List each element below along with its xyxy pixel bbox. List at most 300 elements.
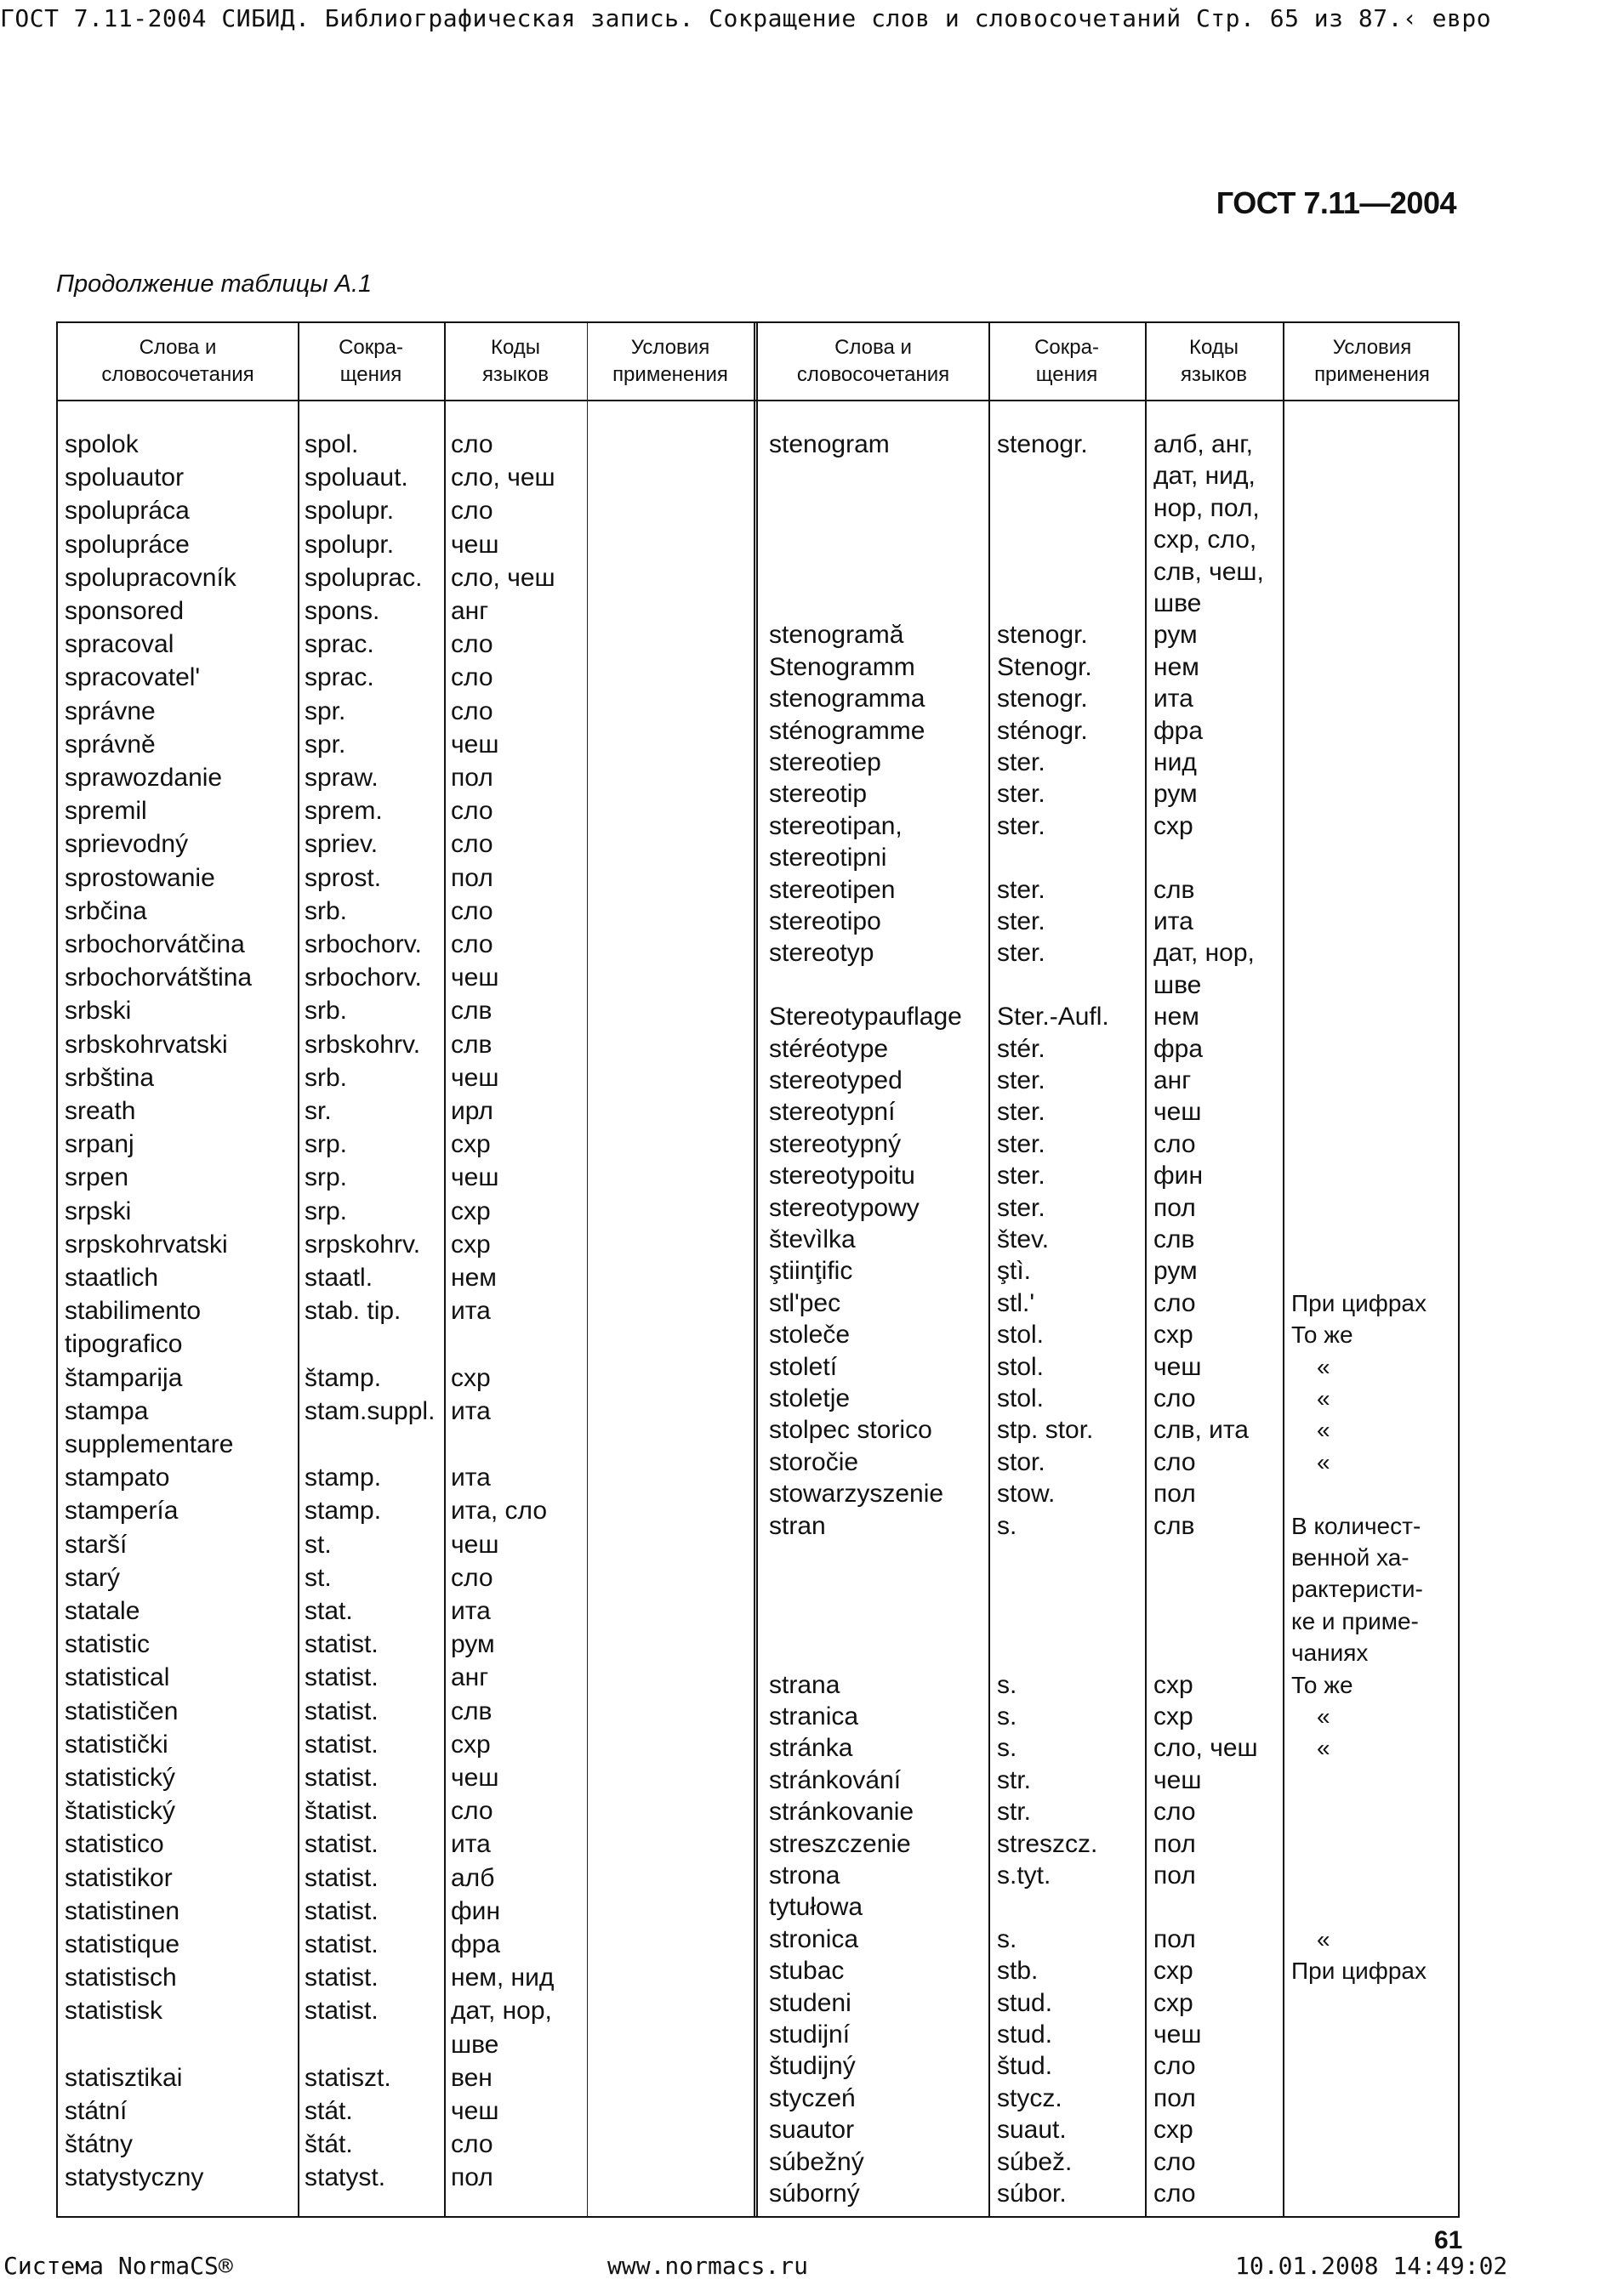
- word-cell: starý: [65, 1563, 121, 1592]
- language-code-cell: ита: [451, 1396, 491, 1425]
- language-code-cell: сло: [1153, 2147, 1196, 2176]
- column-divider: [298, 323, 299, 2216]
- condition-cell: «: [1317, 1703, 1330, 1730]
- abbreviation-cell: ster.: [997, 1066, 1045, 1094]
- abbreviation-cell: statist.: [305, 1830, 379, 1859]
- language-code-cell: нор, пол,: [1153, 493, 1260, 522]
- abbreviation-cell: stamp.: [305, 1463, 382, 1492]
- language-code-cell: сло: [1153, 1384, 1196, 1412]
- word-cell: statisztikai: [65, 2063, 183, 2092]
- abbreviation-cell: ster.: [997, 811, 1045, 840]
- word-cell: stubac: [769, 1957, 845, 1986]
- language-code-cell: пол: [1153, 1193, 1196, 1222]
- word-cell: sprievodný: [65, 830, 189, 859]
- language-code-cell: чеш: [451, 963, 499, 992]
- language-code-cell: сло: [451, 497, 493, 526]
- abbreviation-cell: Ster.-Aufl.: [997, 1003, 1109, 1031]
- language-code-cell: сло, чеш: [451, 463, 555, 492]
- word-cell: spolupráce: [65, 530, 190, 559]
- word-cell: števìlka: [769, 1225, 856, 1253]
- abbreviation-cell: sr.: [305, 1097, 332, 1125]
- footer-timestamp: 10.01.2008 14:49:02: [1235, 2252, 1508, 2280]
- word-cell: štamparija: [65, 1363, 183, 1392]
- language-code-cell: пол: [451, 863, 493, 892]
- word-cell: srbochorvátčina: [65, 930, 245, 958]
- column-header: Коды языков: [481, 336, 550, 386]
- word-cell: srpskohrvatski: [65, 1230, 228, 1259]
- language-code-cell: сло: [451, 2130, 493, 2159]
- language-code-cell: сло: [451, 696, 493, 725]
- abbreviation-cell: str.: [997, 1798, 1032, 1827]
- abbreviation-cell: ster.: [997, 1193, 1045, 1222]
- word-cell: studeni: [769, 1988, 851, 2017]
- abbreviation-cell: stor.: [997, 1447, 1045, 1476]
- abbreviation-cell: stenogr.: [997, 430, 1088, 458]
- word-cell: stereotiep: [769, 748, 881, 776]
- abbreviation-cell: stol.: [997, 1321, 1045, 1350]
- language-code-cell: схр: [451, 1363, 491, 1392]
- condition-cell: То же: [1291, 1671, 1353, 1698]
- word-cell: súbežný: [769, 2147, 864, 2176]
- column-divider: [1145, 323, 1147, 2216]
- language-code-cell: алб, анг,: [1153, 430, 1253, 458]
- language-code-cell: сло: [451, 830, 493, 859]
- language-code-cell: ита: [1153, 907, 1193, 935]
- language-code-cell: ита: [451, 1830, 491, 1859]
- word-cell: spoluautor: [65, 463, 185, 492]
- language-code-cell: чеш: [1153, 1765, 1202, 1794]
- language-code-cell: чеш: [451, 530, 499, 559]
- abbreviation-cell: štev.: [997, 1225, 1050, 1253]
- language-code-cell: схр, сло,: [1153, 526, 1257, 554]
- language-code-cell: вен: [451, 2063, 493, 2092]
- word-cell: streszczenie: [769, 1829, 911, 1858]
- condition-cell: «: [1317, 1735, 1330, 1762]
- condition-cell: «: [1317, 1417, 1330, 1444]
- word-cell: stenogramma: [769, 685, 925, 713]
- abbreviation-cell: statist.: [305, 1964, 379, 1992]
- condition-cell: «: [1317, 1353, 1330, 1380]
- word-cell: spolupracovník: [65, 563, 236, 592]
- column-header: Слова и словосочетания: [796, 336, 950, 386]
- abbreviation-cell: ster.: [997, 1098, 1045, 1127]
- word-cell: ştiinţific: [769, 1257, 853, 1286]
- column-divider: [988, 323, 990, 2216]
- abbreviation-cell: ster.: [997, 1129, 1045, 1158]
- abbreviation-cell: staatl.: [305, 1264, 373, 1292]
- language-code-cell: рум: [1153, 621, 1198, 650]
- language-code-cell: схр: [1153, 1670, 1193, 1699]
- language-code-cell: сло: [451, 1563, 493, 1592]
- abbreviation-cell: sprac.: [305, 663, 374, 692]
- abbreviation-table: [56, 321, 1460, 2218]
- language-code-cell: пол: [1153, 1829, 1196, 1858]
- language-code-cell: сло: [1153, 2052, 1196, 2081]
- abbreviation-cell: spoluaut.: [305, 463, 408, 492]
- language-code-cell: схр: [1153, 1957, 1193, 1986]
- language-code-cell: слв: [1153, 1225, 1195, 1253]
- abbreviation-cell: stol.: [997, 1352, 1045, 1381]
- language-code-cell: чеш: [451, 2097, 499, 2125]
- abbreviation-cell: stl.': [997, 1288, 1035, 1317]
- word-cell: stereotyped: [769, 1066, 903, 1094]
- condition-cell: чаниях: [1291, 1640, 1369, 1667]
- abbreviation-cell: srp.: [305, 1130, 348, 1159]
- word-cell: stampería: [65, 1497, 179, 1526]
- word-cell: stowarzyszenie: [769, 1480, 944, 1509]
- word-cell: srbochorvátština: [65, 963, 253, 992]
- word-cell: stereotipni: [769, 844, 887, 872]
- abbreviation-cell: srbskohrv.: [305, 1030, 421, 1059]
- abbreviation-cell: spoluprac.: [305, 563, 423, 592]
- column-divider: [587, 323, 588, 2216]
- language-code-cell: рум: [1153, 1257, 1198, 1286]
- abbreviation-cell: stamp.: [305, 1497, 382, 1526]
- abbreviation-cell: spolupr.: [305, 530, 395, 559]
- word-cell: srpski: [65, 1196, 132, 1225]
- language-code-cell: фра: [1153, 1034, 1204, 1063]
- abbreviation-cell: spolupr.: [305, 497, 395, 526]
- abbreviation-cell: stát.: [305, 2097, 353, 2125]
- column-divider-double: [754, 323, 758, 2216]
- language-code-cell: фра: [1153, 716, 1204, 745]
- word-cell: statističen: [65, 1696, 179, 1725]
- abbreviation-cell: spr.: [305, 730, 346, 759]
- language-code-cell: сло, чеш: [1153, 1734, 1258, 1763]
- word-cell: století: [769, 1352, 838, 1381]
- word-cell: statistico: [65, 1830, 164, 1859]
- abbreviation-cell: ster.: [997, 748, 1045, 776]
- abbreviation-cell: stat.: [305, 1597, 353, 1625]
- abbreviation-cell: statist.: [305, 1730, 379, 1759]
- footer-url[interactable]: www.normacs.ru: [607, 2252, 809, 2280]
- condition-cell: То же: [1291, 1321, 1353, 1349]
- abbreviation-cell: stud.: [997, 1988, 1053, 2017]
- word-cell: sreath: [65, 1097, 136, 1125]
- language-code-cell: схр: [451, 1230, 491, 1259]
- language-code-cell: ита: [451, 1297, 491, 1326]
- abbreviation-cell: stab. tip.: [305, 1297, 401, 1326]
- word-cell: štatistický: [65, 1797, 176, 1826]
- footer-bar: [0, 2245, 1623, 2287]
- word-cell: storočie: [769, 1447, 859, 1476]
- language-code-cell: слв: [451, 997, 493, 1026]
- word-cell: stereotipo: [769, 907, 881, 935]
- abbreviation-cell: statist.: [305, 1997, 379, 2026]
- abbreviation-cell: štamp.: [305, 1363, 382, 1392]
- column-header: Сокра- щения: [1034, 336, 1099, 386]
- abbreviation-cell: štát.: [305, 2130, 353, 2159]
- word-cell: stenogram: [769, 430, 890, 458]
- language-code-cell: сло: [451, 663, 493, 692]
- language-code-cell: сло: [1153, 1288, 1196, 1317]
- abbreviation-cell: statist.: [305, 1630, 379, 1659]
- language-code-cell: пол: [1153, 2083, 1196, 2112]
- language-code-cell: нем, нид: [451, 1964, 555, 1992]
- word-cell: statale: [65, 1597, 140, 1625]
- language-code-cell: чеш: [451, 1063, 499, 1092]
- word-cell: správně: [65, 730, 156, 759]
- abbreviation-cell: stb.: [997, 1957, 1039, 1986]
- word-cell: sprawozdanie: [65, 764, 223, 792]
- word-cell: stronica: [769, 1924, 859, 1953]
- language-code-cell: слв: [451, 1030, 493, 1059]
- language-code-cell: сло: [1153, 2179, 1196, 2208]
- word-cell: stoleče: [769, 1321, 851, 1350]
- language-code-cell: чеш: [1153, 1352, 1202, 1381]
- column-header: Коды языков: [1180, 336, 1248, 386]
- language-code-cell: пол: [1153, 1480, 1196, 1509]
- language-code-cell: чеш: [451, 1163, 499, 1192]
- abbreviation-cell: Stenogr.: [997, 652, 1092, 681]
- abbreviation-cell: s.tyt.: [997, 1861, 1051, 1890]
- column-divider: [444, 323, 446, 2216]
- word-cell: statistikor: [65, 1863, 173, 1892]
- language-code-cell: чеш: [451, 1764, 499, 1792]
- condition-cell: В количест-: [1291, 1512, 1421, 1539]
- language-code-cell: пол: [1153, 1924, 1196, 1953]
- language-code-cell: чеш: [451, 730, 499, 759]
- word-cell: tytułowa: [769, 1893, 863, 1922]
- abbreviation-cell: stud.: [997, 2020, 1053, 2049]
- abbreviation-cell: statist.: [305, 1863, 379, 1892]
- word-cell: stereotipen: [769, 875, 896, 904]
- word-cell: strana: [769, 1670, 840, 1699]
- abbreviation-cell: s.: [997, 1702, 1017, 1731]
- abbreviation-cell: statist.: [305, 1930, 379, 1958]
- language-code-cell: ита: [451, 1463, 491, 1492]
- abbreviation-cell: súbež.: [997, 2147, 1073, 2176]
- language-code-cell: ита, сло: [451, 1497, 548, 1526]
- abbreviation-cell: statiszt.: [305, 2063, 391, 2092]
- word-cell: stéréotype: [769, 1034, 889, 1063]
- word-cell: stereotipan,: [769, 811, 903, 840]
- word-cell: spremil: [65, 797, 147, 826]
- abbreviation-cell: str.: [997, 1765, 1032, 1794]
- abbreviation-cell: ster.: [997, 780, 1045, 809]
- word-cell: statistisk: [65, 1997, 163, 2026]
- language-code-cell: схр: [1153, 1321, 1193, 1350]
- word-cell: stereotypní: [769, 1098, 896, 1127]
- abbreviation-cell: streszcz.: [997, 1829, 1098, 1858]
- language-code-cell: сло: [451, 797, 493, 826]
- abbreviation-cell: štatist.: [305, 1797, 379, 1826]
- word-cell: štátny: [65, 2130, 134, 2159]
- word-cell: stranica: [769, 1702, 859, 1731]
- language-code-cell: сло: [1153, 1798, 1196, 1827]
- word-cell: stereotyp: [769, 939, 874, 968]
- language-code-cell: анг: [451, 1663, 489, 1692]
- language-code-cell: схр: [1153, 2116, 1193, 2145]
- abbreviation-cell: stenogr.: [997, 621, 1088, 650]
- word-cell: spolupráca: [65, 497, 190, 526]
- page-number: 61: [1434, 2226, 1463, 2254]
- word-cell: stereotip: [769, 780, 868, 809]
- browser-title: ГОСТ 7.11-2004 СИБИД. Библиографическая запись. Сокращение слов и словосочетаний Стр. 65 из 87.‹ евро: [0, 4, 1492, 32]
- word-cell: sténogramme: [769, 716, 925, 745]
- condition-cell: «: [1317, 1925, 1330, 1952]
- condition-cell: «: [1317, 1385, 1330, 1412]
- language-code-cell: схр: [451, 1130, 491, 1159]
- language-code-cell: сло: [451, 430, 493, 458]
- language-code-cell: сло: [451, 1797, 493, 1826]
- abbreviation-cell: srb.: [305, 896, 348, 925]
- condition-cell: «: [1317, 1448, 1330, 1475]
- language-code-cell: сло, чеш: [451, 563, 555, 592]
- column-divider: [1283, 323, 1284, 2216]
- language-code-cell: алб: [451, 1863, 495, 1892]
- language-code-cell: пол: [451, 2163, 493, 2192]
- word-cell: Stereotypauflage: [769, 1003, 962, 1031]
- word-cell: supplementare: [65, 1430, 234, 1458]
- language-code-cell: шве: [1153, 970, 1202, 999]
- abbreviation-cell: spol.: [305, 430, 359, 458]
- word-cell: státní: [65, 2097, 128, 2125]
- word-cell: statistique: [65, 1930, 180, 1958]
- language-code-cell: дат, нор,: [1153, 939, 1255, 968]
- abbreviation-cell: spraw.: [305, 764, 379, 792]
- language-code-cell: слв, ита: [1153, 1416, 1249, 1445]
- abbreviation-cell: s.: [997, 1511, 1017, 1540]
- word-cell: srpanj: [65, 1130, 134, 1159]
- condition-cell: При цифрах: [1291, 1289, 1427, 1316]
- word-cell: studijní: [769, 2020, 851, 2049]
- abbreviation-cell: srb.: [305, 997, 348, 1026]
- word-cell: statistinen: [65, 1896, 180, 1925]
- abbreviation-cell: stol.: [997, 1384, 1045, 1412]
- language-code-cell: дат, нор,: [451, 1997, 552, 2026]
- word-cell: spolok: [65, 430, 139, 458]
- word-cell: Stenogramm: [769, 652, 915, 681]
- abbreviation-cell: statyst.: [305, 2163, 386, 2192]
- word-cell: statistički: [65, 1730, 168, 1759]
- word-cell: staatlich: [65, 1264, 159, 1292]
- language-code-cell: нид: [1153, 748, 1197, 776]
- word-cell: stl'pec: [769, 1288, 841, 1317]
- abbreviation-cell: stenogr.: [997, 685, 1088, 713]
- abbreviation-cell: statist.: [305, 1764, 379, 1792]
- abbreviation-cell: statist.: [305, 1696, 379, 1725]
- abbreviation-cell: spriev.: [305, 830, 379, 859]
- language-code-cell: слв: [451, 1696, 493, 1725]
- abbreviation-cell: ster.: [997, 875, 1045, 904]
- word-cell: stenogramă: [769, 621, 904, 650]
- condition-cell: ке и приме-: [1291, 1607, 1419, 1634]
- abbreviation-cell: sprac.: [305, 630, 374, 659]
- word-cell: statistic: [65, 1630, 151, 1659]
- language-code-cell: сло: [1153, 1129, 1196, 1158]
- abbreviation-cell: stp. stor.: [997, 1416, 1094, 1445]
- word-cell: stoletje: [769, 1384, 851, 1412]
- abbreviation-cell: srp.: [305, 1163, 348, 1192]
- abbreviation-cell: sprost.: [305, 863, 382, 892]
- language-code-cell: анг: [451, 597, 489, 625]
- condition-cell: При цифрах: [1291, 1958, 1427, 1985]
- abbreviation-cell: stycz.: [997, 2083, 1062, 2112]
- abbreviation-cell: srbochorv.: [305, 963, 422, 992]
- language-code-cell: шве: [1153, 589, 1202, 617]
- word-cell: strona: [769, 1861, 840, 1890]
- language-code-cell: чеш: [451, 1530, 499, 1559]
- language-code-cell: сло: [451, 930, 493, 958]
- language-code-cell: ита: [451, 1597, 491, 1625]
- word-cell: statystyczny: [65, 2163, 204, 2192]
- column-header: Слова и словосочетания: [101, 336, 254, 386]
- word-cell: súborný: [769, 2179, 860, 2208]
- word-cell: stolpec storico: [769, 1416, 932, 1445]
- footer-system: Система NormaCS®: [3, 2252, 233, 2280]
- word-cell: srbčina: [65, 896, 147, 925]
- abbreviation-cell: stam.suppl.: [305, 1396, 436, 1425]
- word-cell: srbskohrvatski: [65, 1030, 228, 1059]
- abbreviation-cell: statist.: [305, 1663, 379, 1692]
- word-cell: sponsored: [65, 597, 185, 625]
- abbreviation-cell: st.: [305, 1563, 332, 1592]
- language-code-cell: пол: [451, 764, 493, 792]
- word-cell: stránka: [769, 1734, 853, 1763]
- word-cell: srpen: [65, 1163, 129, 1192]
- word-cell: styczeń: [769, 2083, 856, 2112]
- column-header: Условия применения: [1314, 336, 1430, 386]
- abbreviation-cell: srb.: [305, 1063, 348, 1092]
- word-cell: stran: [769, 1511, 826, 1540]
- column-header: Сокра- щения: [339, 336, 403, 386]
- abbreviation-cell: srp.: [305, 1196, 348, 1225]
- language-code-cell: фра: [451, 1930, 501, 1958]
- language-code-cell: шве: [451, 2030, 499, 2059]
- abbreviation-cell: spons.: [305, 597, 380, 625]
- word-cell: suautor: [769, 2116, 855, 2145]
- language-code-cell: схр: [1153, 811, 1193, 840]
- abbreviation-cell: s.: [997, 1924, 1017, 1953]
- language-code-cell: схр: [1153, 1988, 1193, 2017]
- document-code: ГОСТ 7.11—2004: [1216, 185, 1456, 220]
- word-cell: stereotypný: [769, 1129, 902, 1158]
- word-cell: stereotypoitu: [769, 1162, 915, 1191]
- word-cell: tipografico: [65, 1330, 183, 1359]
- word-cell: stampato: [65, 1463, 170, 1492]
- language-code-cell: нем: [1153, 652, 1199, 681]
- abbreviation-cell: st.: [305, 1530, 332, 1559]
- abbreviation-cell: suaut.: [997, 2116, 1067, 2145]
- word-cell: stránkovanie: [769, 1798, 914, 1827]
- word-cell: statistisch: [65, 1964, 177, 1992]
- word-cell: stereotypowy: [769, 1193, 920, 1222]
- abbreviation-cell: ştì.: [997, 1257, 1032, 1286]
- word-cell: spracovatel': [65, 663, 201, 692]
- word-cell: statistical: [65, 1663, 170, 1692]
- word-cell: študijný: [769, 2052, 856, 2081]
- language-code-cell: схр: [1153, 1702, 1193, 1731]
- language-code-cell: фин: [1153, 1162, 1204, 1191]
- language-code-cell: ита: [1153, 685, 1193, 713]
- language-code-cell: нем: [1153, 1003, 1199, 1031]
- abbreviation-cell: stow.: [997, 1480, 1056, 1509]
- language-code-cell: чеш: [1153, 2020, 1202, 2049]
- abbreviation-cell: súbor.: [997, 2179, 1067, 2208]
- language-code-cell: рум: [451, 1630, 495, 1659]
- language-code-cell: слв, чеш,: [1153, 557, 1264, 586]
- language-code-cell: схр: [451, 1730, 491, 1759]
- language-code-cell: рум: [1153, 780, 1198, 809]
- language-code-cell: слв: [1153, 875, 1195, 904]
- word-cell: stampa: [65, 1396, 149, 1425]
- abbreviation-cell: spr.: [305, 696, 346, 725]
- language-code-cell: пол: [1153, 1861, 1196, 1890]
- word-cell: stránkování: [769, 1765, 902, 1794]
- language-code-cell: дат, нид,: [1153, 462, 1256, 491]
- abbreviation-cell: sténogr.: [997, 716, 1088, 745]
